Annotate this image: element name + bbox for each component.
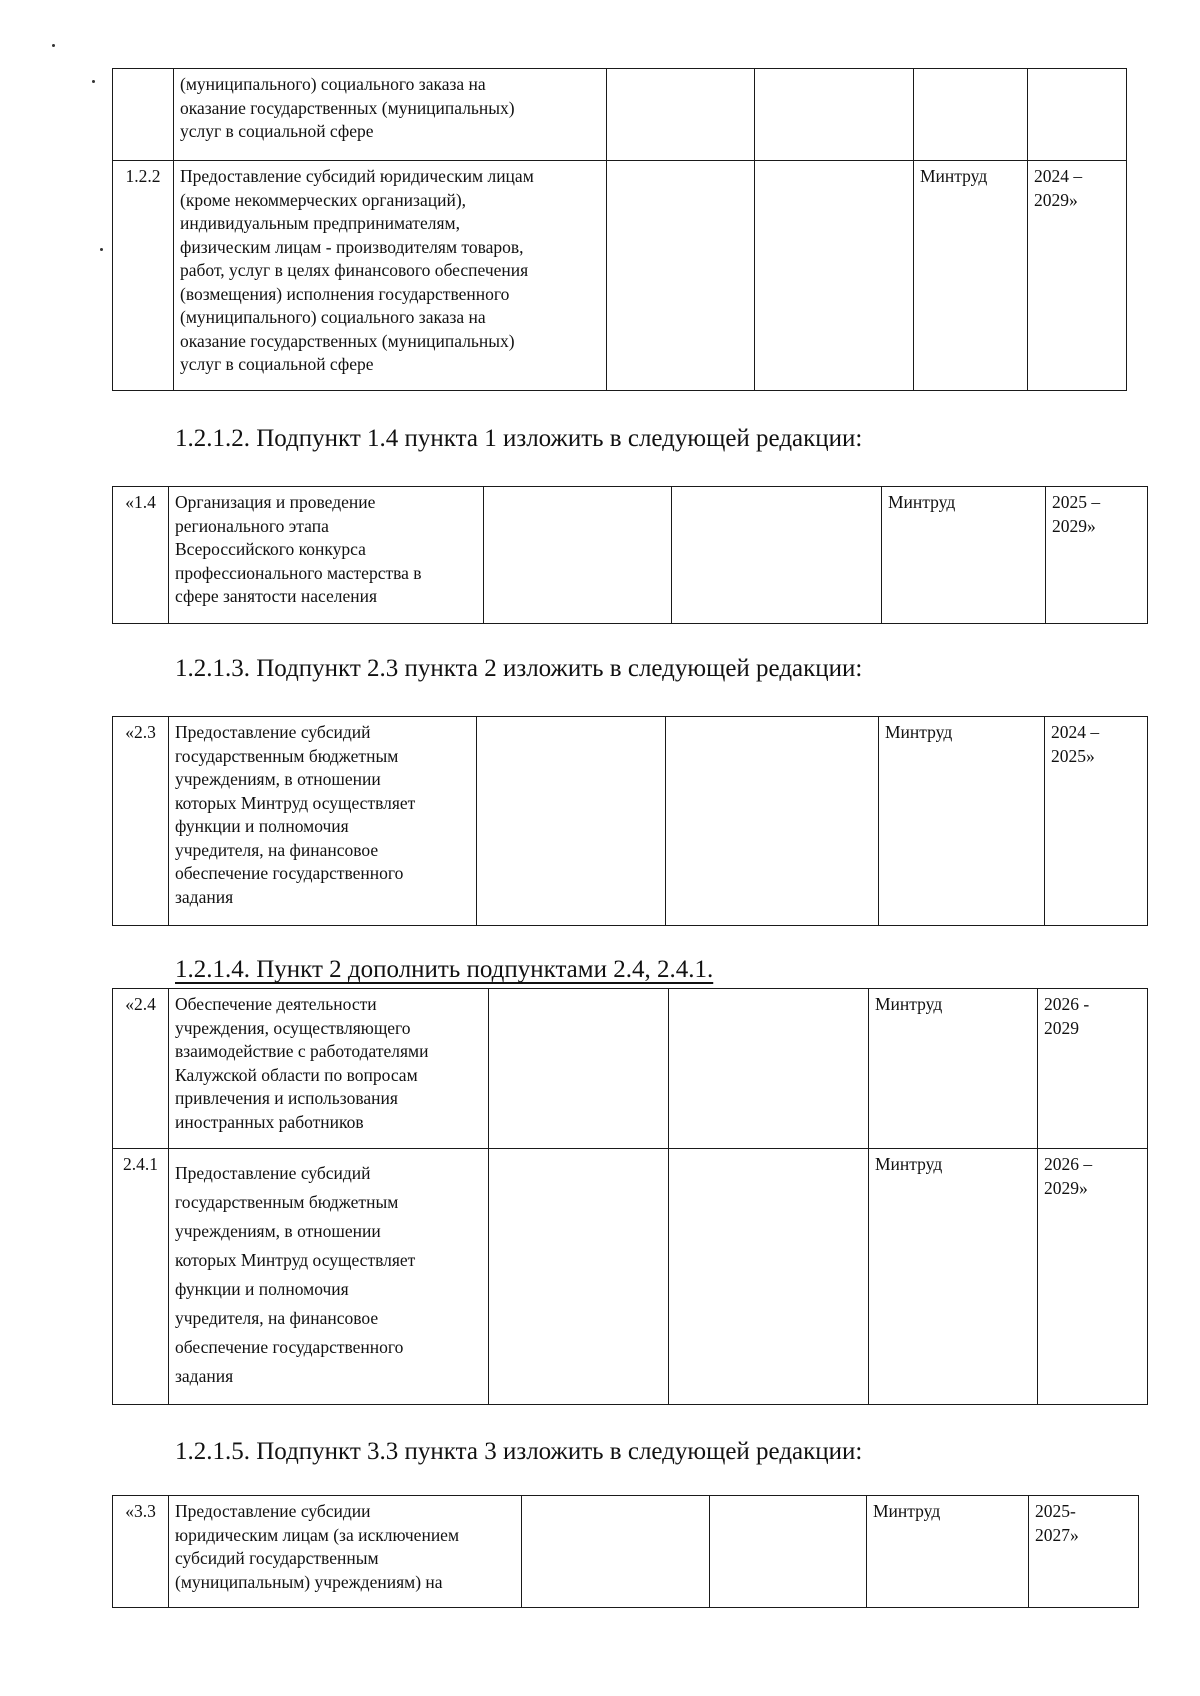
period-line: 2029» [1034,189,1078,210]
section-heading-1-2-1-3: 1.2.1.3. Подпункт 2.3 пункта 2 изложить в следующей редакции: [175,655,863,682]
text-line: (муниципального) социального заказа на [180,74,486,94]
text-line: учреждениям, в отношении [175,769,381,789]
cell-empty [666,717,879,926]
section-heading-1-2-1-5: 1.2.1.5. Подпункт 3.3 пункта 3 изложить в следующей редакции: [175,1438,863,1465]
text-line: привлечения и использования [175,1088,398,1108]
cell-empty [484,487,672,624]
text-line: учреждениям, в отношении [175,1221,381,1241]
text-line: задания [175,886,234,907]
cell-empty [710,1496,867,1608]
cell-description [169,717,477,926]
text-line: государственным бюджетным [175,745,399,766]
text-line: задания [175,1366,234,1386]
cell-empty [672,487,882,624]
table-item-1-2-2 [112,68,1127,391]
cell-number: «2.3 [113,717,169,926]
cell-description [169,487,484,624]
period-line: 2025» [1051,745,1095,766]
table-row [113,717,1148,926]
text-line: оказание государственных (муниципальных) [180,330,515,351]
text-line: услуг в социальной сфере [180,121,374,141]
text-line: Предоставление субсидий юридическим лицам [180,166,534,186]
text-line: (муниципальным) учреждениям) на [175,1571,443,1592]
text-line: Калужской области по вопросам [175,1064,418,1085]
text-line: обеспечение государственного [175,1337,404,1357]
text-line: функции и полномочия [175,816,349,836]
table-row [113,1496,1139,1608]
table-row [113,69,1127,161]
cell-number: 2.4.1 [113,1149,169,1405]
cell-empty [489,1149,669,1405]
table-row [113,989,1148,1149]
cell-number: 1.2.2 [113,161,174,391]
text-line: Организация и проведение [175,492,376,512]
text-line: сфере занятости населения [175,586,377,606]
text-line: оказание государственных (муниципальных) [180,97,515,118]
cell-empty [755,69,914,161]
text-line: учреждения, осуществляющего [175,1017,411,1038]
cell-executor [914,69,1028,161]
cell-executor: Минтруд [869,989,1038,1149]
cell-empty [669,1149,869,1405]
cell-executor: Минтруд [869,1149,1038,1405]
text-line: физическим лицам - производителям товаров, [180,236,524,257]
cell-period [1038,1149,1148,1405]
cell-period [1029,1496,1139,1608]
text-line: Предоставление субсидий [175,722,371,742]
cell-description [174,161,607,391]
text-line: индивидуальным предпринимателям, [180,213,460,233]
text-line: работ, услуг в целях финансового обеспечения [180,260,529,280]
table-item-1-4 [112,486,1148,624]
table-items-2-4 [112,988,1148,1405]
cell-empty [607,69,755,161]
text-line: которых Минтруд осуществляет [175,792,416,813]
period-line: 2025- [1035,1501,1076,1521]
period-line: 2027» [1035,1524,1079,1545]
scan-speck [92,80,95,83]
scan-speck [100,248,103,251]
cell-period [1028,161,1127,391]
table-row [113,161,1127,391]
text-line: которых Минтруд осуществляет [175,1250,416,1270]
text-line: (возмещения) исполнения государственного [180,283,510,304]
cell-empty [607,161,755,391]
text-line: учредителя, на финансовое [175,1308,379,1328]
table-item-3-3 [112,1495,1139,1608]
text-line: обеспечение государственного [175,863,404,883]
cell-number: «1.4 [113,487,169,624]
cell-description [174,69,607,161]
cell-number [113,69,174,161]
cell-empty [669,989,869,1149]
cell-executor: Минтруд [867,1496,1029,1608]
cell-description [169,989,489,1149]
text-line: услуг в социальной сфере [180,354,374,374]
text-line: субсидий государственным [175,1548,379,1568]
text-line: Всероссийского конкурса [175,539,366,559]
cell-period [1045,717,1148,926]
cell-description [169,1149,489,1405]
cell-description [169,1496,522,1608]
table-item-2-3 [112,716,1148,926]
period-line: 2029 [1044,1017,1079,1038]
cell-number: «3.3 [113,1496,169,1608]
text-line: (кроме некоммерческих организаций), [180,189,467,210]
period-line: 2025 – [1052,492,1101,512]
cell-period [1046,487,1148,624]
cell-empty [489,989,669,1149]
text-line: учредителя, на финансовое [175,839,379,860]
cell-empty [477,717,666,926]
text-line: государственным бюджетным [175,1192,399,1212]
section-heading-1-2-1-2: 1.2.1.2. Подпункт 1.4 пункта 1 изложить в следующей редакции: [175,425,863,452]
table-row [113,1149,1148,1405]
period-line: 2026 - [1044,994,1090,1014]
text-line: Обеспечение деятельности [175,994,377,1014]
cell-empty [755,161,914,391]
cell-executor: Минтруд [882,487,1046,624]
text-line: Предоставление субсидий [175,1163,371,1183]
text-line: (муниципального) социального заказа на [180,307,486,327]
text-line: Предоставление субсидии [175,1501,371,1521]
text-line: профессионального мастерства в [175,562,422,583]
cell-executor: Минтруд [879,717,1045,926]
text-line: регионального этапа [175,515,329,536]
text-line: юридическим лицам (за исключением [175,1524,460,1545]
table-row [113,487,1148,624]
text-line: функции и полномочия [175,1279,349,1299]
cell-period [1038,989,1148,1149]
period-line: 2024 – [1051,722,1100,742]
period-line: 2029» [1044,1177,1088,1198]
period-line: 2026 – [1044,1154,1093,1174]
period-line: 2029» [1052,515,1096,536]
cell-empty [522,1496,710,1608]
period-line: 2024 – [1034,166,1083,186]
cell-executor: Минтруд [914,161,1028,391]
cell-number: «2.4 [113,989,169,1149]
scan-speck [52,44,55,47]
text-line: иностранных работников [175,1111,364,1132]
text-line: взаимодействие с работодателями [175,1041,429,1061]
section-heading-1-2-1-4: 1.2.1.4. Пункт 2 дополнить подпунктами 2.4, 2.4.1. [175,956,714,983]
cell-period [1028,69,1127,161]
